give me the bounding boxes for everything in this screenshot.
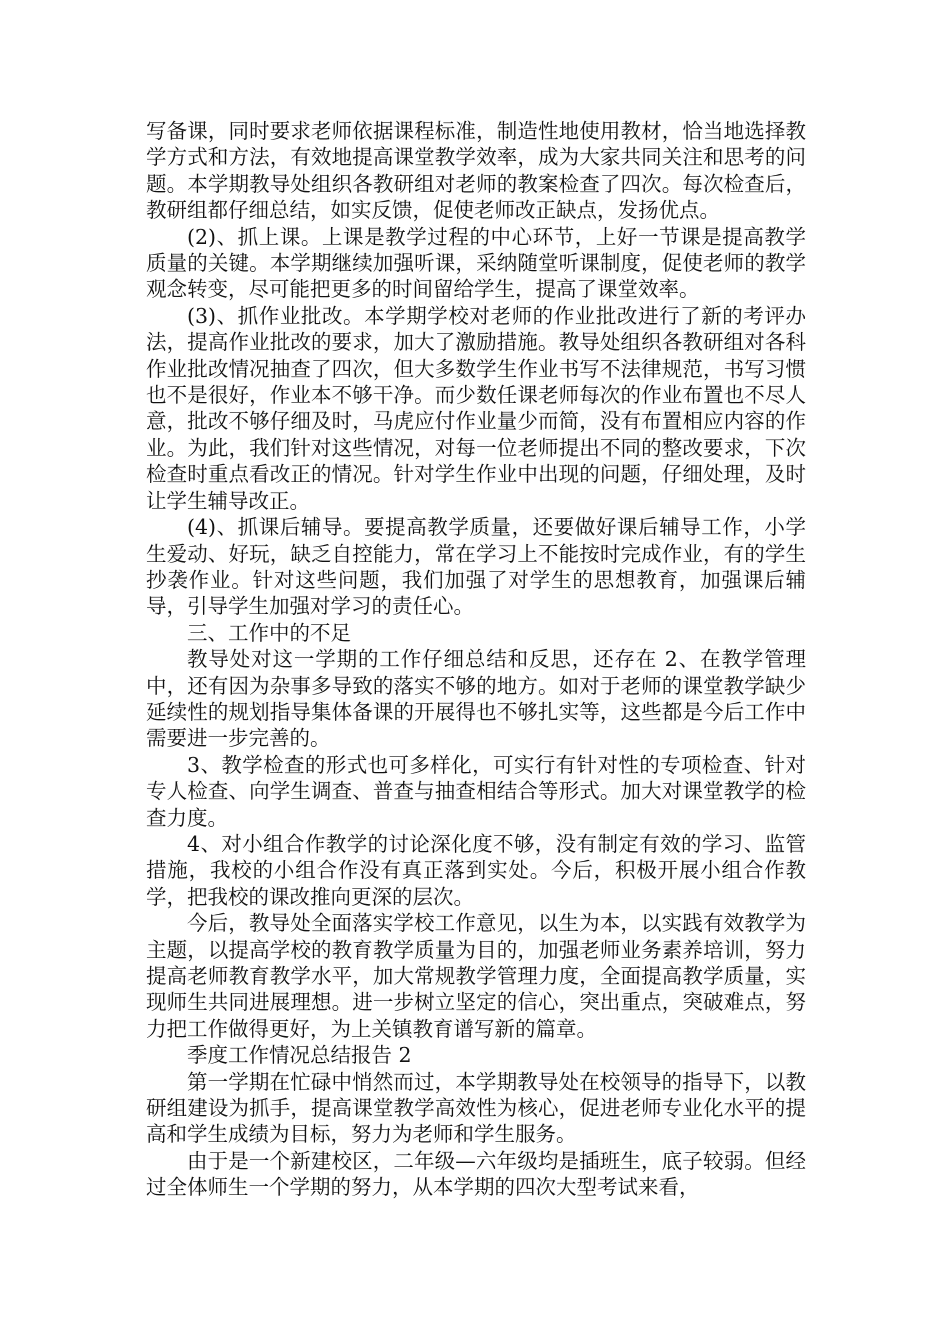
paragraph-inspection-forms: 3、教学检查的形式也可多样化，可实行有针对性的专项检查、针对专人检查、向学生调查、普查与抽查相结合等形式。加大对课堂教学的检查力度。 bbox=[146, 752, 806, 830]
section-heading-shortcomings: 三、工作中的不足 bbox=[187, 620, 351, 645]
paragraph-continued-lesson-prep: 写备课，同时要求老师依据课程标准，制造性地使用教材，恰当地选择教学方式和方法，有效地提高课堂教学效率，成为大家共同关注和思考的问题。本学期教导处组织各教研组对老师的教案检查了四次。每次检查后，教研组都仔细总结，如实反馈，促使老师改正缺点，发扬优点。 bbox=[146, 119, 806, 223]
paragraph-reflection: 教导处对这一学期的工作仔细总结和反思，还存在 2、在教学管理中，还有因为杂事多导致的落实不够的地方。如对于老师的课堂教学缺少延续性的规划指导集体备课的开展得也不够扎实等，这些都是今后工作中需要进一步完善的。 bbox=[146, 647, 806, 751]
paragraph-after-class-tutoring: (4)、抓课后辅导。要提高教学质量，还要做好课后辅导工作，小学生爱动、好玩，缺乏自控能力，常在学习上不能按时完成作业，有的学生抄袭作业。针对这些问题，我们加强了对学生的思想教育，加强课后辅导，引导学生加强对学习的责任心。 bbox=[146, 515, 806, 619]
paragraph-homework-grading: (3)、抓作业批改。本学期学校对老师的作业批改进行了新的考评办法，提高作业批改的要求，加大了激励措施。教导处组织各教研组对各科作业批改情况抽查了四次，但大多数学生作业书写不法律规范，书写习惯也不是很好，作业本不够干净。而少数任课老师每次的作业布置也不尽人意，批改不够仔细及时，马虎应付作业量少而简，没有布置相应内容的作业。为此，我们针对这些情况，对每一位老师提出不同的整改要求，下次检查时重点看改正的情况。针对学生作业中出现的问题，仔细处理，及时让学生辅导改正。 bbox=[146, 303, 806, 513]
paragraph-future-plans: 今后，教导处全面落实学校工作意见，以生为本，以实践有效教学为主题，以提高学校的教育教学质量为目的，加强老师业务素养培训，努力提高老师教育教学水平，加大常规教学管理力度，全面提高教学质量，实现师生共同进展理想。进一步树立坚定的信心，突出重点，突破难点，努力把工作做得更好，为上关镇教育谱写新的篇章。 bbox=[146, 911, 806, 1041]
document-body bbox=[146, 118, 806, 1201]
paragraph-group-cooperation: 4、对小组合作教学的讨论深化度不够，没有制定有效的学习、监管措施，我校的小组合作没有真正落到实处。今后，积极开展小组合作教学，把我校的课改推向更深的层次。 bbox=[146, 831, 806, 909]
paragraph-first-semester: 第一学期在忙碌中悄然而过，本学期教导处在校领导的指导下，以教研组建设为抓手，提高课堂教学高效性为核心，促进老师专业化水平的提高和学生成绩为目标，努力为老师和学生服务。 bbox=[146, 1069, 806, 1147]
paragraph-new-campus: 由于是一个新建校区，二年级—六年级均是插班生，底子较弱。但经过全体师生一个学期的努力，从本学期的四次大型考试来看， bbox=[146, 1148, 806, 1200]
paragraph-class-teaching: (2)、抓上课。上课是教学过程的中心环节，上好一节课是提高教学质量的关键。本学期继续加强听课，采纳随堂听课制度，促使老师的教学观念转变，尽可能把更多的时间留给学生，提高了课堂效率。 bbox=[146, 224, 806, 302]
report-title-2: 季度工作情况总结报告 2 bbox=[187, 1043, 412, 1068]
